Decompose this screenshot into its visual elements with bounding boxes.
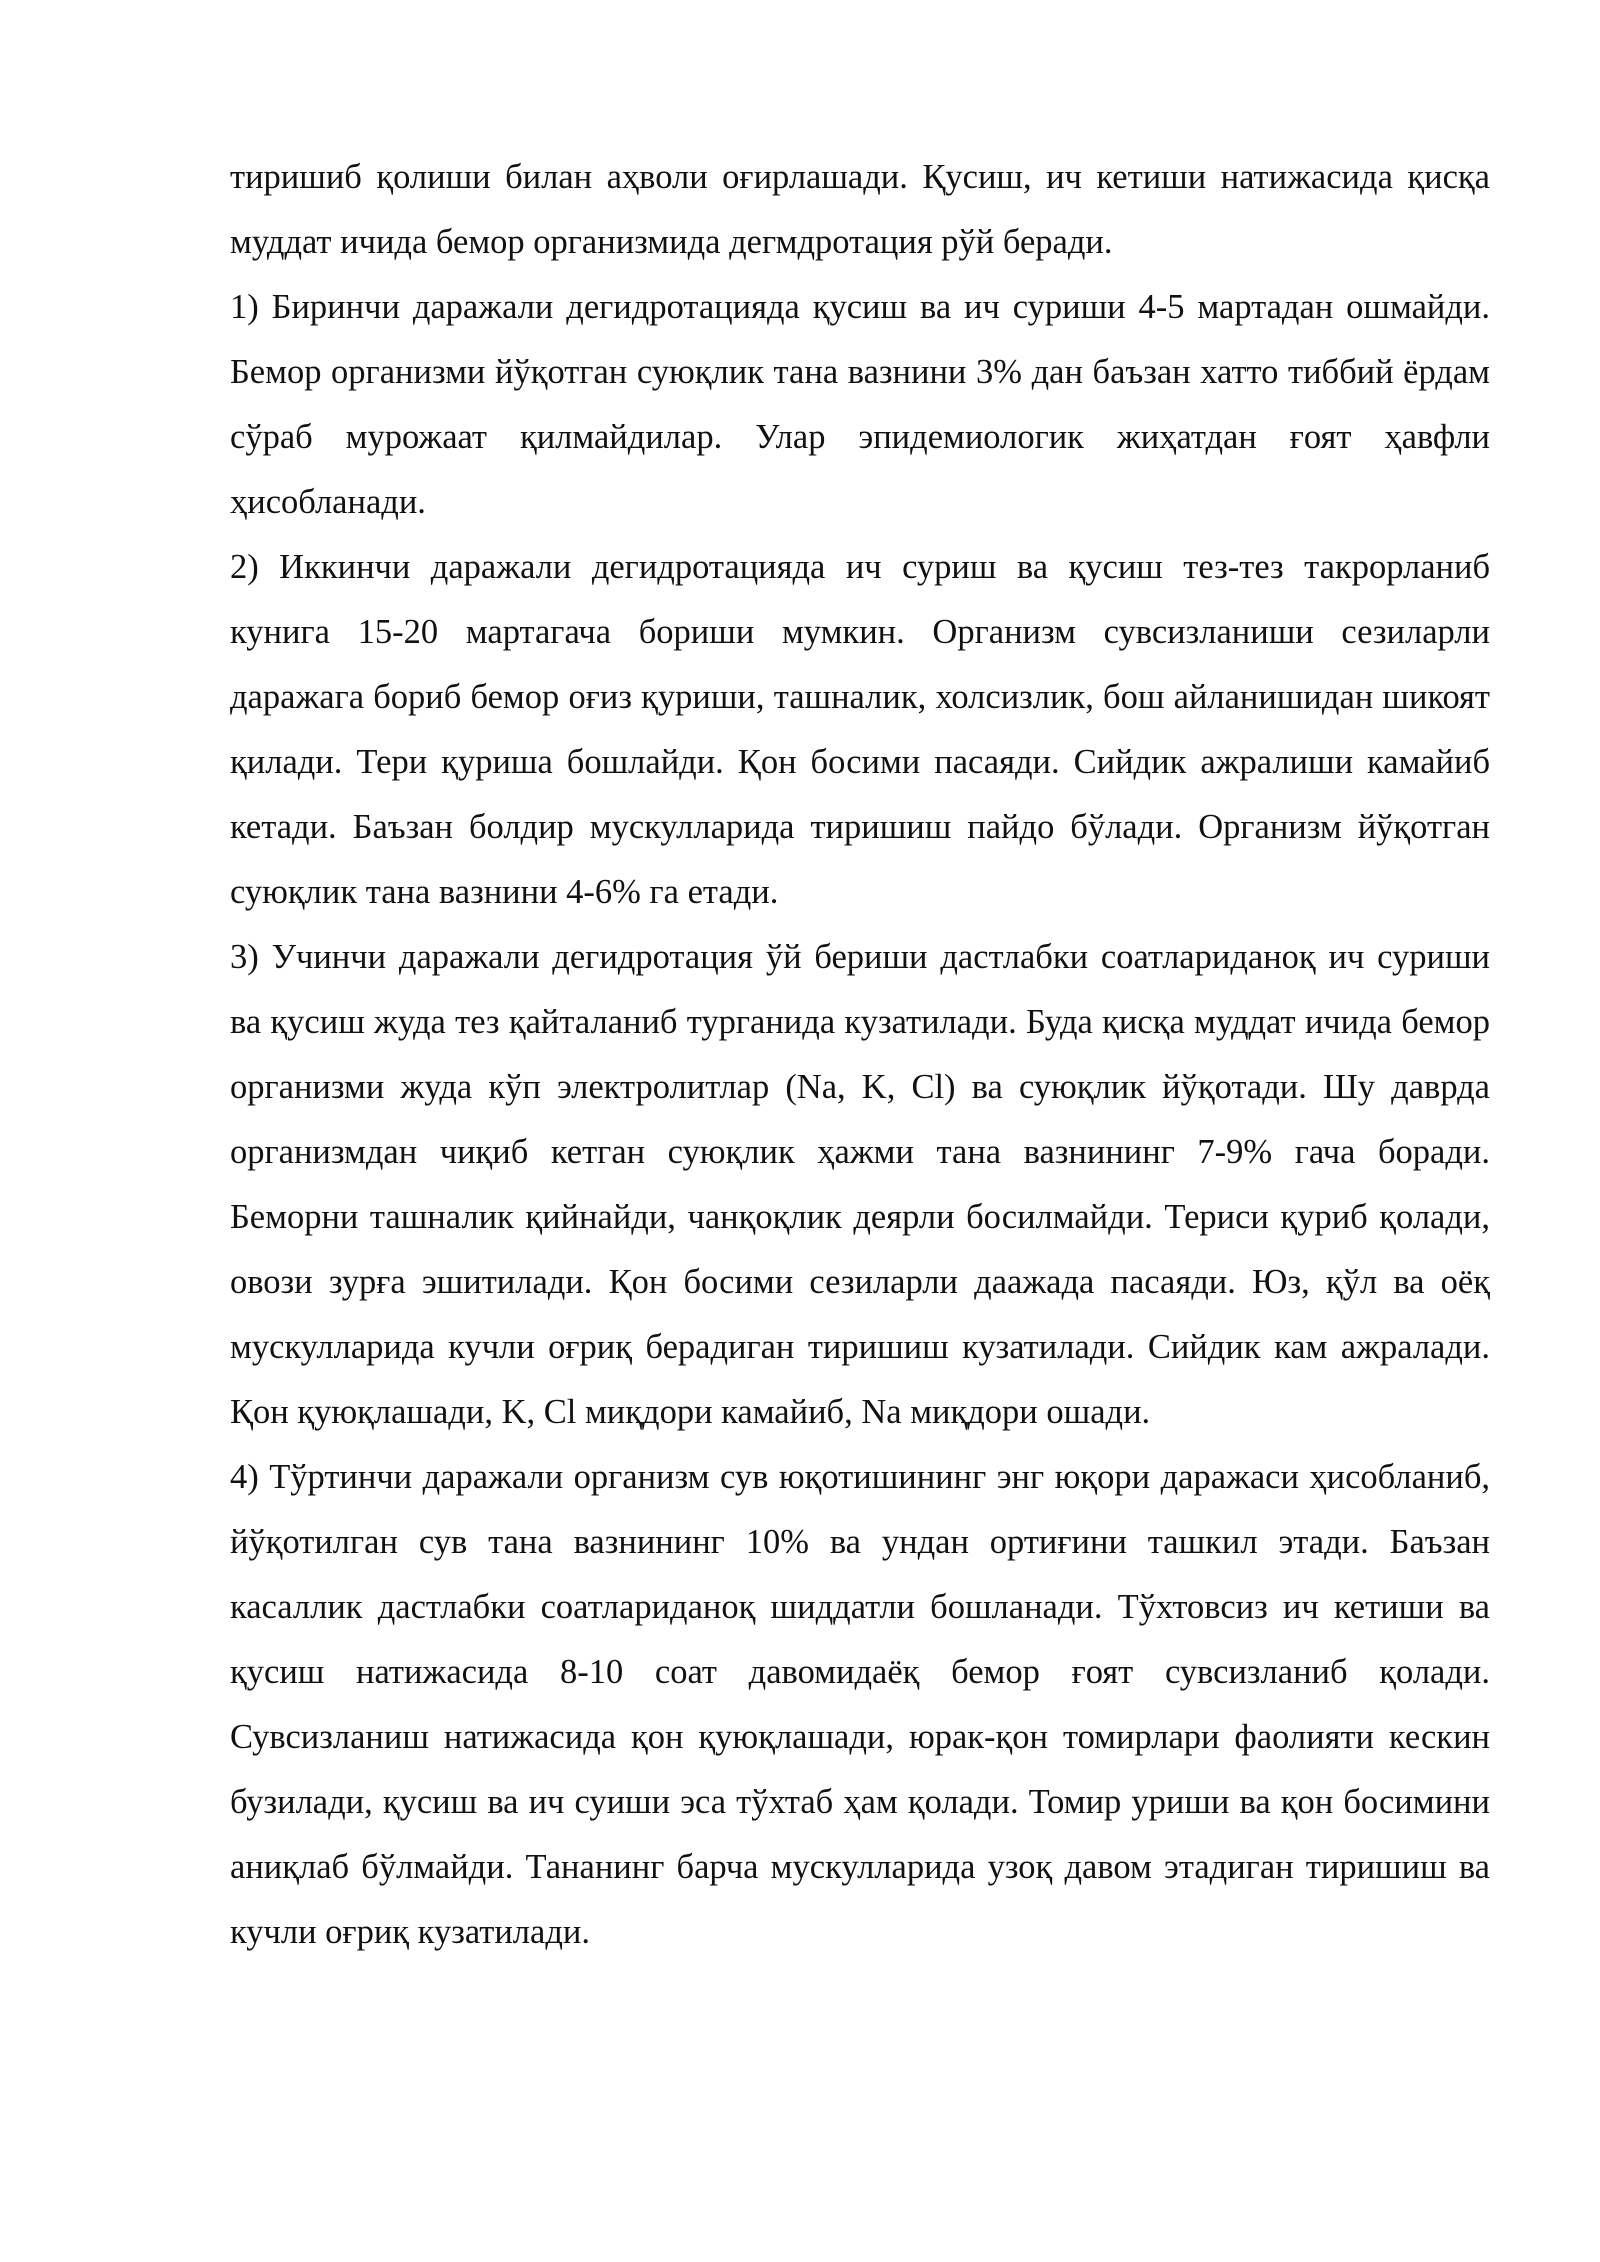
- paragraph-degree-2: 2) Иккинчи даражали дегидротацияда ич суриш ва қусиш тез-тез такрорланиб кунига 15-20 мартагача бориши мумкин. Организм сувсизланиши сезиларли даражага бориб бемор оғиз қуриши, ташналик, холсизлик, бош айланишидан шикоят қилади. Тери қуриша бошлайди. Қон босими пасаяди. Сийдик ажралиши камайиб кетади. Баъзан болдир мускулларида тиришиш пайдо бўлади. Организм йўқотган суюқлик тана вазнини 4-6% га етади.: [230, 548, 1490, 911]
- paragraph-degree-3: 3) Учинчи даражали дегидротация ўй бериши дастлабки соатлариданоқ ич суриши ва қусиш жуда тез қайталаниб турганида кузатилади. Буда қисқа муддат ичида бемор организми жуда кўп электролитлар (Na, K, Cl) ва суюқлик йўқотади. Шу даврда организмдан чиқиб кетган суюқлик ҳажми тана вазнининг 7-9% гача боради. Беморни ташналик қийнайди, чанқоқлик деярли босилмайди. Териси қуриб қолади, овози зурға эшитилади. Қон босими сезиларли даажада пасаяди. Юз, қўл ва оёқ мускулларида кучли оғриқ берадиган тиришиш кузатилади. Сийдик кам ажралади. Қон қуюқлашади, K, Cl миқдори камайиб, Na миқдори ошади.: [230, 938, 1490, 1431]
- paragraph-degree-4: 4) Тўртинчи даражали организм сув юқотишининг энг юқори даражаси ҳисобланиб, йўқотилган сув тана вазнининг 10% ва ундан ортиғини ташкил этади. Баъзан касаллик дастлабки соатлариданоқ шиддатли бошланади. Тўхтовсиз ич кетиши ва қусиш натижасида 8-10 соат давомидаёқ бемор ғоят сувсизланиб қолади. Сувсизланиш натижасида қон қуюқлашади, юрак-қон томирлари фаолияти кескин бузилади, қусиш ва ич суиши эса тўхтаб ҳам қолади. Томир уриши ва қон босимини аниқлаб бўлмайди. Тананинг барча мускулларида узоқ давом этадиган тиришиш ва кучли оғриқ кузатилади.: [230, 1458, 1490, 1951]
- document-page: [230, 145, 1490, 1965]
- paragraph-degree-1: 1) Биринчи даражали дегидротацияда қусиш ва ич суриши 4-5 мартадан ошмайди. Бемор организми йўқотган суюқлик тана вазнини 3% дан баъзан хатто тиббий ёрдам сўраб мурожаат қилмайдилар. Улар эпидемиологик жиҳатдан ғоят ҳавфли ҳисобланади.: [230, 288, 1490, 521]
- paragraph-intro: тиришиб қолиши билан аҳволи оғирлашади. Қусиш, ич кетиши натижасида қисқа муддат ичида бемор организмида дегмдротация рўй беради.: [230, 158, 1490, 261]
